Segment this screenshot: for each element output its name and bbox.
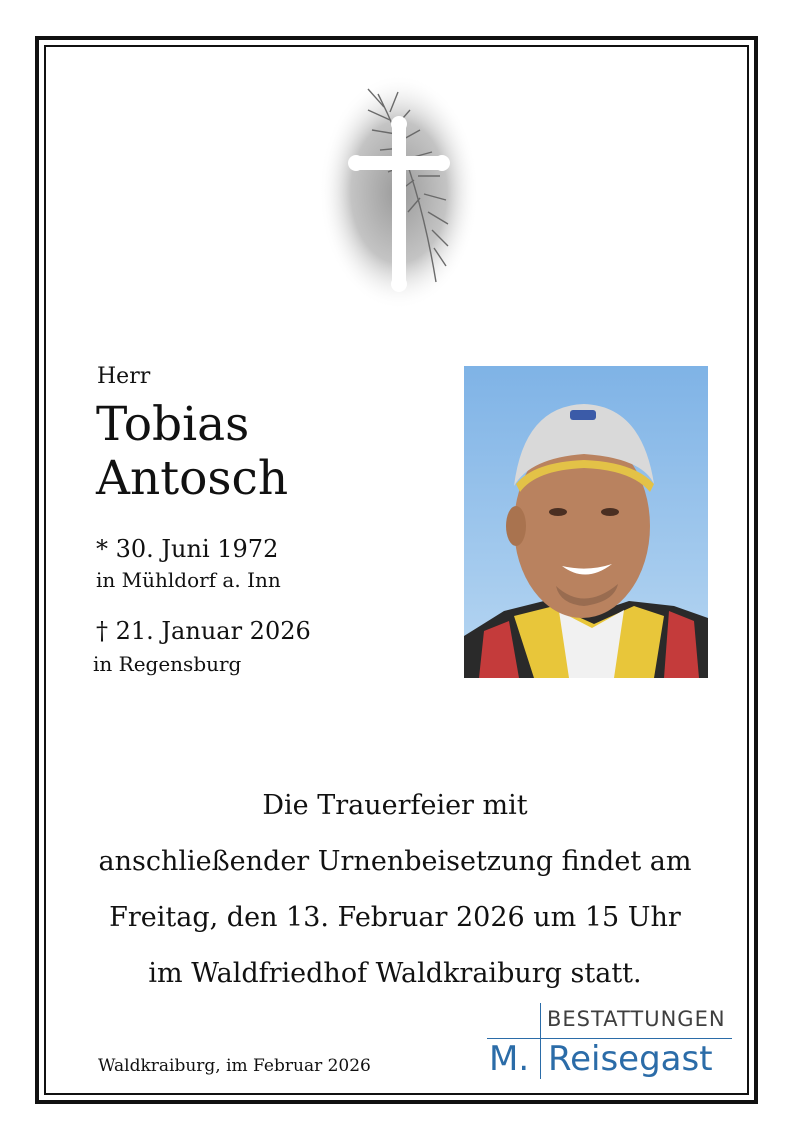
birth-place: in Mühldorf a. Inn [96,568,281,592]
ceremony-line: Freitag, den 13. Februar 2026 um 15 Uhr [109,902,681,933]
ceremony-line: im Waldfriedhof Waldkraiburg statt. [148,958,642,989]
first-name: Tobias [96,397,250,452]
funeral-home-logo [487,1001,732,1083]
death-date: † 21. Januar 2026 [96,617,311,645]
logo-divider-vertical [540,1003,541,1079]
cross-icon [318,72,480,312]
salutation: Herr [97,364,151,389]
ceremony-line: anschließender Urnenbeisetzung findet am [98,846,692,877]
logo-name: Reisegast [548,1039,713,1079]
portrait-photo [464,366,708,678]
place-and-date: Waldkraiburg, im Februar 2026 [98,1056,371,1076]
last-name: Antosch [96,451,289,506]
logo-initial: M. [489,1039,530,1079]
ceremony-line: Die Trauerfeier mit [262,790,528,821]
birth-date: * 30. Juni 1972 [96,535,279,563]
death-place: in Regensburg [93,652,242,676]
ceremony-announcement [60,778,730,1002]
deceased-name [96,398,288,506]
logo-tagline: BESTATTUNGEN [547,1007,726,1031]
